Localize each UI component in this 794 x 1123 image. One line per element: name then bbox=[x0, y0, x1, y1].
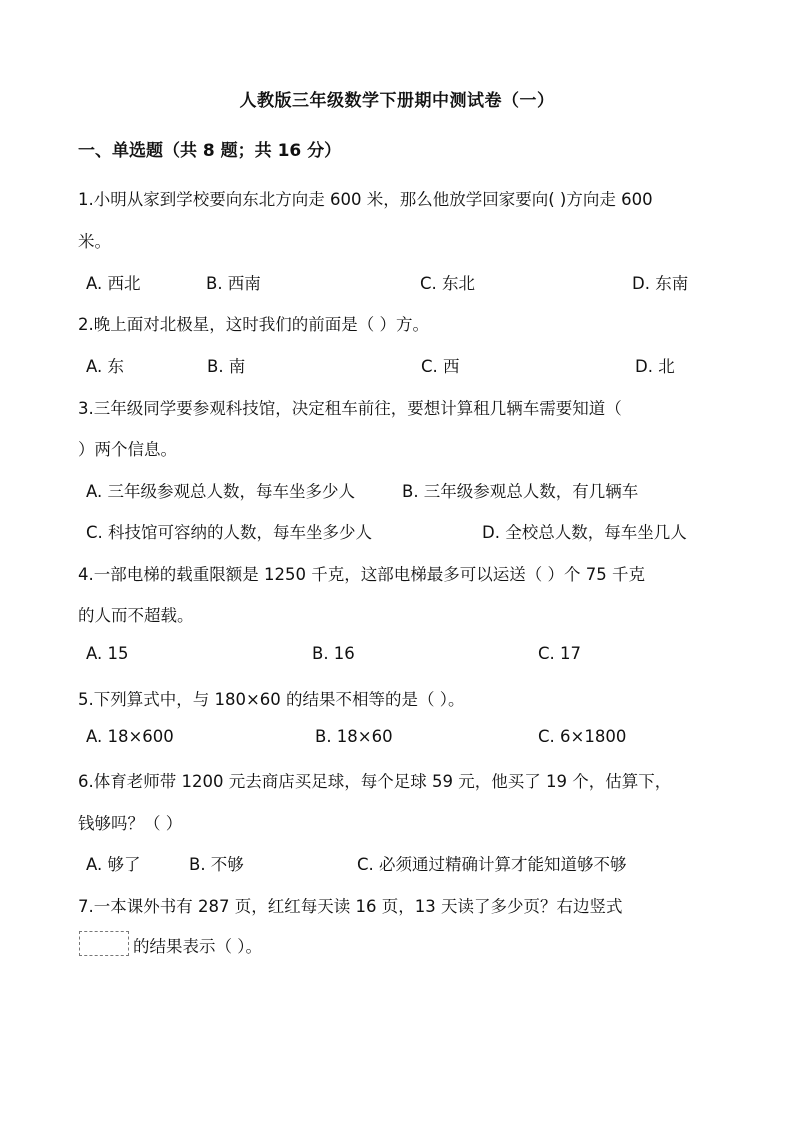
question-5-option-a: A. 18×600 bbox=[86, 727, 174, 746]
question-1-option-c: C. 东北 bbox=[420, 274, 476, 293]
question-2-option-b: B. 南 bbox=[207, 357, 246, 376]
question-6-line-2: 钱够吗？（ ） bbox=[78, 814, 183, 833]
question-2-line-1: 2.晚上面对北极星，这时我们的前面是（ ）方。 bbox=[78, 315, 429, 334]
question-7-line-1: 7.一本课外书有 287 页，红红每天读 16 页，13 天读了多少页？右边竖式 bbox=[78, 897, 623, 916]
question-3-option-c: C. 科技馆可容纳的人数，每车坐多少人 bbox=[86, 523, 373, 542]
question-6-option-b: B. 不够 bbox=[189, 855, 244, 874]
question-4-option-b: B. 16 bbox=[312, 644, 355, 663]
question-2-option-d: D. 北 bbox=[635, 357, 675, 376]
question-6-option-a: A. 够了 bbox=[86, 855, 141, 874]
question-4-line-1: 4.一部电梯的载重限额是 1250 千克，这部电梯最多可以运送（ ）个 75 千克 bbox=[78, 565, 645, 584]
question-1-line-2: 米。 bbox=[78, 232, 111, 251]
question-3-option-b: B. 三年级参观总人数，有几辆车 bbox=[402, 482, 639, 501]
question-3-line-2: ）两个信息。 bbox=[78, 440, 177, 459]
question-4-line-2: 的人而不超载。 bbox=[78, 606, 194, 625]
page-title: 人教版三年级数学下册期中测试卷（一） bbox=[239, 91, 555, 111]
vertical-calc-image-placeholder bbox=[79, 931, 129, 956]
question-5-option-b: B. 18×60 bbox=[315, 727, 393, 746]
question-7-line-2: 的结果表示（ ）。 bbox=[133, 937, 262, 956]
section-heading: 一、单选题（共 8 题；共 16 分） bbox=[78, 141, 342, 161]
question-4-option-a: A. 15 bbox=[86, 644, 129, 663]
question-3-option-a: A. 三年级参观总人数，每车坐多少人 bbox=[86, 482, 355, 501]
question-5-option-c: C. 6×1800 bbox=[538, 727, 627, 746]
question-1-option-b: B. 西南 bbox=[206, 274, 261, 293]
question-1-option-a: A. 西北 bbox=[86, 274, 141, 293]
question-2-option-c: C. 西 bbox=[421, 357, 460, 376]
question-6-option-c: C. 必须通过精确计算才能知道够不够 bbox=[357, 855, 627, 874]
question-6-line-1: 6.体育老师带 1200 元去商店买足球，每个足球 59 元，他买了 19 个，估算下， bbox=[78, 772, 672, 791]
question-3-option-d: D. 全校总人数，每车坐几人 bbox=[482, 523, 687, 542]
question-5-line-1: 5.下列算式中，与 180×60 的结果不相等的是（ ）。 bbox=[78, 690, 465, 709]
question-1-option-d: D. 东南 bbox=[632, 274, 689, 293]
question-1-line-1: 1.小明从家到学校要向东北方向走 600 米，那么他放学回家要向( )方向走 600 bbox=[78, 190, 653, 209]
question-4-option-c: C. 17 bbox=[538, 644, 582, 663]
question-2-option-a: A. 东 bbox=[86, 357, 124, 376]
question-3-line-1: 3.三年级同学要参观科技馆，决定租车前往，要想计算租几辆车需要知道（ bbox=[78, 399, 622, 418]
